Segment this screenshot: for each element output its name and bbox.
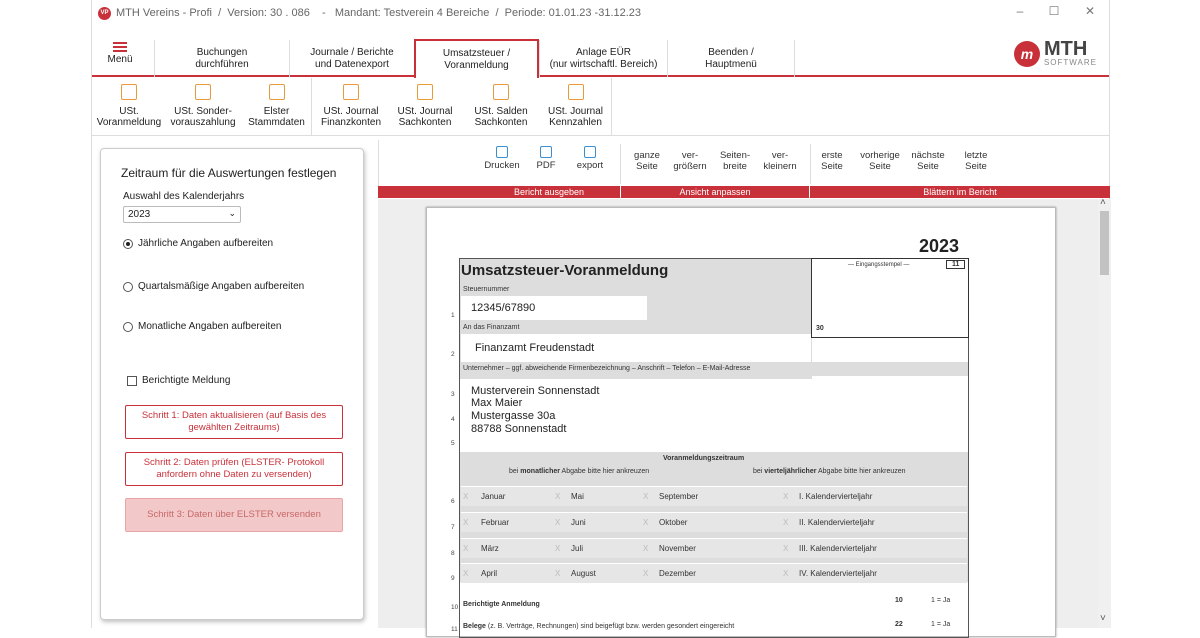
quarter-label: I. Kalendervierteljahr xyxy=(799,492,873,501)
printer-icon xyxy=(496,146,508,158)
button-label: ganze Seite xyxy=(634,150,660,172)
last-page-button[interactable] xyxy=(956,150,996,172)
step3-button[interactable]: Schritt 3: Daten über ELSTER versenden xyxy=(125,498,343,532)
brand-sub: SOFTWARE xyxy=(1043,58,1097,67)
title-bar xyxy=(92,0,1109,26)
vertical-scrollbar[interactable] xyxy=(1098,199,1111,628)
row-num: 10 xyxy=(451,604,459,611)
quarterly-hint xyxy=(753,468,906,475)
brand-mark-icon: m xyxy=(1014,41,1040,67)
radio-dot-icon xyxy=(123,282,133,292)
window-title: MTH Vereins - Profi / Version: 30 . 086 - Mandant: Testverein 4 Bereiche / Periode: 01.01.23 -31.12.23 xyxy=(116,7,642,19)
address-line-2: Max Maier xyxy=(471,397,523,409)
chevron-down-icon: ⌄ xyxy=(228,208,236,218)
tab-anlage-eur[interactable] xyxy=(539,40,667,77)
export-icon xyxy=(584,146,596,158)
row-num: 11 xyxy=(451,626,458,633)
rss-icon xyxy=(195,84,211,100)
hint-bold: vierteljährlicher xyxy=(764,468,817,475)
zoom-in-button[interactable] xyxy=(668,150,712,172)
step1-button[interactable]: Schritt 1: Daten aktualisieren (auf Basis des gewählten Zeitraums) xyxy=(125,405,343,439)
button-label: erste Seite xyxy=(821,150,843,172)
divider xyxy=(620,144,621,184)
radio-quarterly[interactable] xyxy=(123,281,304,292)
ust-journal-kennzahlen-button[interactable] xyxy=(540,78,612,136)
band-pages: Blättern im Bericht xyxy=(810,186,1110,198)
month-label: April xyxy=(481,569,498,578)
month-checkbox[interactable]: X xyxy=(643,544,649,553)
corrected-yes: 1 = Ja xyxy=(931,597,951,604)
attach-bold: Belege xyxy=(463,623,486,630)
quarter-checkbox[interactable]: X xyxy=(783,569,789,578)
menu-button[interactable] xyxy=(100,40,140,65)
maximize-button[interactable]: ☐ xyxy=(1048,4,1060,18)
button-label: export xyxy=(576,160,604,171)
ust-journal-sachkonten-button[interactable] xyxy=(388,78,462,136)
month-label: Januar xyxy=(481,492,506,501)
quarter-label: IV. Kalendervierteljahr xyxy=(799,569,877,578)
month-checkbox[interactable]: X xyxy=(463,518,469,527)
hamburger-icon-line xyxy=(113,46,127,48)
address-line-4: 88788 Sonnenstadt xyxy=(471,423,567,435)
hint-part: Abgabe bitte hier ankreuzen xyxy=(559,468,650,475)
button-label: letzte Seite xyxy=(964,150,988,172)
month-label: August xyxy=(571,569,596,578)
full-page-button[interactable] xyxy=(626,150,668,172)
hint-bold: monatlicher xyxy=(520,468,560,475)
pdf-button[interactable] xyxy=(528,144,564,171)
corrected-checkbox[interactable] xyxy=(127,375,230,386)
tab-label: Anlage EÜR (nur wirtschaftl. Bereich) xyxy=(549,46,658,70)
stack-icon xyxy=(269,84,285,100)
stamp-label: — Eingangsstempel — xyxy=(848,262,910,268)
stamp-code: 11 xyxy=(946,260,965,269)
brand-text: MTH xyxy=(1043,38,1088,60)
month-checkbox[interactable]: X xyxy=(463,569,469,578)
period-row xyxy=(461,563,967,583)
hamburger-icon-line xyxy=(113,50,127,52)
period-row xyxy=(461,538,967,558)
office-label: An das Finanzamt xyxy=(463,324,520,331)
brand-logo xyxy=(1014,40,1097,67)
stamp-box xyxy=(811,258,969,338)
edit-icon xyxy=(121,84,137,100)
elster-stammdaten-button[interactable] xyxy=(242,78,312,136)
month-checkbox[interactable]: X xyxy=(643,569,649,578)
month-checkbox[interactable]: X xyxy=(463,544,469,553)
button-label: ver- größern xyxy=(673,150,707,172)
radio-label: Jährliche Angaben aufbereiten xyxy=(138,238,274,249)
sub-toolbar xyxy=(92,78,1109,136)
tab-umsatzsteuer[interactable] xyxy=(414,39,539,78)
hint-part: bei xyxy=(509,468,521,475)
row-num: 3 xyxy=(451,391,455,398)
button-label: PDF xyxy=(536,160,556,171)
button-label: vorherige Seite xyxy=(860,150,900,172)
divider xyxy=(810,144,811,184)
button-label: USt. Journal Finanzkonten xyxy=(320,106,382,128)
band-view: Ansicht anpassen xyxy=(621,186,809,198)
radio-dot-icon xyxy=(123,239,133,249)
month-label: November xyxy=(659,544,696,553)
address-line-3: Mustergasse 30a xyxy=(471,410,556,422)
button-label: USt. Sonder- vorauszahlung xyxy=(170,106,236,128)
quarter-checkbox[interactable]: X xyxy=(783,544,789,553)
radio-label: Quartalsmäßige Angaben aufbereiten xyxy=(138,281,305,292)
company-label: Unternehmer – ggf. abweichende Firmenbezeichnung – Anschrift – Telefon – E-Mail-Adresse xyxy=(463,365,751,372)
row-num: 1 xyxy=(451,312,455,319)
address-line-1: Musterverein Sonnenstadt xyxy=(471,385,600,397)
attach-yes: 1 = Ja xyxy=(931,621,951,628)
corrected-code: 10 xyxy=(895,597,903,604)
month-checkbox[interactable]: X xyxy=(463,492,469,501)
row-num: 4 xyxy=(451,416,455,423)
menu-label: Menü xyxy=(107,54,133,65)
page-width-button[interactable] xyxy=(714,150,756,172)
close-button[interactable]: ✕ xyxy=(1084,4,1096,18)
checkbox-label: Berichtigte Meldung xyxy=(142,375,231,386)
report-viewer xyxy=(378,199,1098,633)
copy-icon xyxy=(568,84,584,100)
row-num: 5 xyxy=(451,440,455,447)
month-label: Juni xyxy=(571,518,586,527)
tab-label: Umsatzsteuer / Voranmeldung xyxy=(442,47,511,71)
next-page-button[interactable] xyxy=(906,150,950,172)
prev-page-button[interactable] xyxy=(856,150,904,172)
radio-label: Monatliche Angaben aufbereiten xyxy=(138,321,282,332)
taxno-label: Steuernummer xyxy=(463,286,510,293)
hamburger-icon xyxy=(113,42,127,44)
period-header: Voranmeldungszeitraum xyxy=(663,455,745,462)
button-label: nächste Seite xyxy=(911,150,945,172)
period-row xyxy=(461,486,967,506)
scroll-up-icon[interactable]: ˄ xyxy=(1100,197,1106,208)
month-label: März xyxy=(481,544,499,553)
first-page-button[interactable] xyxy=(814,150,850,172)
checkbox-box xyxy=(127,376,137,386)
month-label: September xyxy=(659,492,699,501)
button-label: USt. Salden Sachkonten xyxy=(474,106,528,128)
button-label: Drucken xyxy=(484,160,520,171)
minimize-button[interactable]: – xyxy=(1016,4,1024,18)
print-button[interactable] xyxy=(482,144,522,171)
button-label: ver- kleinern xyxy=(763,150,797,172)
quarter-label: III. Kalendervierteljahr xyxy=(799,544,877,553)
main-nav xyxy=(92,34,1109,77)
year-label: Auswahl des Kalenderjahrs xyxy=(123,191,245,202)
month-checkbox[interactable]: X xyxy=(643,492,649,501)
month-label: Oktober xyxy=(659,518,688,527)
code-30: 30 xyxy=(816,325,824,332)
scroll-down-icon[interactable]: ˅ xyxy=(1100,613,1106,624)
quarter-checkbox[interactable]: X xyxy=(783,492,789,501)
month-checkbox[interactable]: X xyxy=(555,569,561,578)
period-row xyxy=(461,512,967,532)
attach-label xyxy=(463,623,734,630)
attach-code: 22 xyxy=(895,621,903,628)
app-window xyxy=(91,0,1110,633)
month-checkbox[interactable]: X xyxy=(555,492,561,501)
attach-text: (z. B. Verträge, Rechnungen) sind beigefügt bzw. werden gesondert eingereicht xyxy=(485,623,735,630)
month-label: Dezember xyxy=(659,569,696,578)
pdf-icon xyxy=(540,146,552,158)
home-icon xyxy=(493,84,509,100)
tab-label: Journale / Berichte und Datenexport xyxy=(310,46,394,70)
tab-label: Buchungen durchführen xyxy=(195,46,249,70)
button-label: USt. Journal Sachkonten xyxy=(397,106,453,128)
quarter-checkbox[interactable]: X xyxy=(783,518,789,527)
button-label: Elster Stammdaten xyxy=(248,106,305,128)
report-toolbar xyxy=(378,140,1110,198)
month-label: Juli xyxy=(571,544,584,553)
ust-sondervorauszahlung-button[interactable] xyxy=(166,78,240,136)
report-page xyxy=(426,207,1056,637)
year-value: 2023 xyxy=(128,209,151,220)
taxno-value: 12345/67890 xyxy=(471,302,536,314)
hint-part: bei xyxy=(753,468,765,475)
button-label: USt. Journal Kennzahlen xyxy=(547,106,604,128)
radio-monthly[interactable] xyxy=(123,321,281,332)
app-logo-icon: VP xyxy=(98,7,111,20)
row-num: 6 xyxy=(451,498,455,505)
scroll-thumb[interactable] xyxy=(1100,211,1109,275)
button-label: Seiten- breite xyxy=(719,150,751,172)
ust-journal-finanzkonten-button[interactable] xyxy=(314,78,388,136)
row-num: 8 xyxy=(451,550,455,557)
row-num: 2 xyxy=(451,351,455,358)
row-num: 7 xyxy=(451,524,455,531)
line-chart-icon xyxy=(343,84,359,100)
corrected-label: Berichtigte Anmeldung xyxy=(463,601,540,608)
ust-voranmeldung-button[interactable] xyxy=(94,78,164,136)
radio-yearly[interactable] xyxy=(123,238,273,249)
tab-beenden[interactable] xyxy=(667,40,795,77)
hint-part: Abgabe bitte hier ankreuzen xyxy=(816,468,906,475)
bar-chart-icon xyxy=(417,84,433,100)
step2-button[interactable]: Schritt 2: Daten prüfen (ELSTER- Protokoll anfordern ohne Daten zu versenden) xyxy=(125,452,343,486)
band-output: Bericht ausgeben xyxy=(478,186,620,198)
export-button[interactable] xyxy=(570,144,610,171)
period-panel xyxy=(100,148,364,620)
month-checkbox[interactable]: X xyxy=(643,518,649,527)
button-label: USt. Voranmeldung xyxy=(96,106,162,128)
month-label: Mai xyxy=(571,492,584,501)
tab-buchungen[interactable] xyxy=(154,40,289,77)
form-year: 2023 xyxy=(919,236,960,256)
tab-label: Beenden / Hauptmenü xyxy=(705,46,757,70)
year-select[interactable] xyxy=(123,206,241,223)
form-title: Umsatzsteuer-Voranmeldung xyxy=(461,262,669,279)
row-num: 9 xyxy=(451,575,455,582)
month-checkbox[interactable]: X xyxy=(555,518,561,527)
month-checkbox[interactable]: X xyxy=(555,544,561,553)
quarter-label: II. Kalendervierteljahr xyxy=(799,518,875,527)
ust-salden-sachkonten-button[interactable] xyxy=(464,78,538,136)
tab-journale[interactable] xyxy=(289,40,414,77)
radio-dot-icon xyxy=(123,322,133,332)
monthly-hint xyxy=(509,468,649,475)
zoom-out-button[interactable] xyxy=(758,150,802,172)
panel-title: Zeitraum für die Auswertungen festlegen xyxy=(121,166,337,180)
month-label: Februar xyxy=(481,518,510,527)
office-value: Finanzamt Freudenstadt xyxy=(475,342,595,354)
